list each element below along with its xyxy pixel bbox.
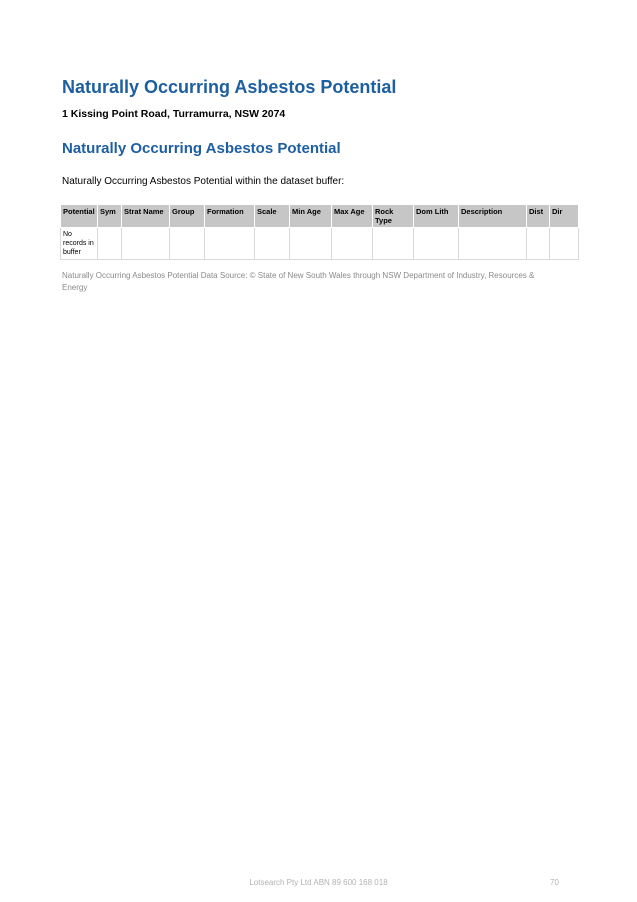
intro-text: Naturally Occurring Asbestos Potential within the dataset buffer: <box>62 176 345 187</box>
asbestos-potential-table <box>60 204 579 260</box>
section-heading: Naturally Occurring Asbestos Potential <box>62 140 341 157</box>
column-header-min-age: Min Age <box>290 205 332 228</box>
page-number: 70 <box>550 878 559 887</box>
column-header-scale: Scale <box>255 205 290 228</box>
column-header-strat-name: Strat Name <box>122 205 170 228</box>
column-header-max-age: Max Age <box>332 205 373 228</box>
column-header-dist: Dist <box>527 205 550 228</box>
column-header-formation: Formation <box>205 205 255 228</box>
column-header-sym: Sym <box>98 205 122 228</box>
column-header-description: Description <box>459 205 527 228</box>
footer-company: Lotsearch Pty Ltd ABN 89 600 168 018 <box>249 878 388 887</box>
table-cell-dom-lith <box>414 228 459 260</box>
table-cell-group <box>170 228 205 260</box>
column-header-group: Group <box>170 205 205 228</box>
table-cell-description <box>459 228 527 260</box>
table-cell-formation <box>205 228 255 260</box>
table-cell-dir <box>550 228 579 260</box>
table-cell-max-age <box>332 228 373 260</box>
data-source-note: Naturally Occurring Asbestos Potential Data Source: © State of New South Wales through NSW Department of Industry, Resources & Energy <box>62 271 535 292</box>
table-cell-scale <box>255 228 290 260</box>
table-cell-rock-type <box>373 228 414 260</box>
table-cell-strat-name <box>122 228 170 260</box>
table-cell-potential: No records in buffer <box>61 228 98 260</box>
column-header-potential: Potential <box>61 205 98 228</box>
table-cell-min-age <box>290 228 332 260</box>
table-cell-dist <box>527 228 550 260</box>
table-header-row <box>61 205 579 228</box>
table-row <box>61 228 579 260</box>
column-header-dom-lith: Dom Lith <box>414 205 459 228</box>
column-header-dir: Dir <box>550 205 579 228</box>
site-address: 1 Kissing Point Road, Turramurra, NSW 2074 <box>62 108 286 120</box>
table-cell-sym <box>98 228 122 260</box>
column-header-rock-type: Rock Type <box>373 205 414 228</box>
page-title: Naturally Occurring Asbestos Potential <box>62 77 397 97</box>
